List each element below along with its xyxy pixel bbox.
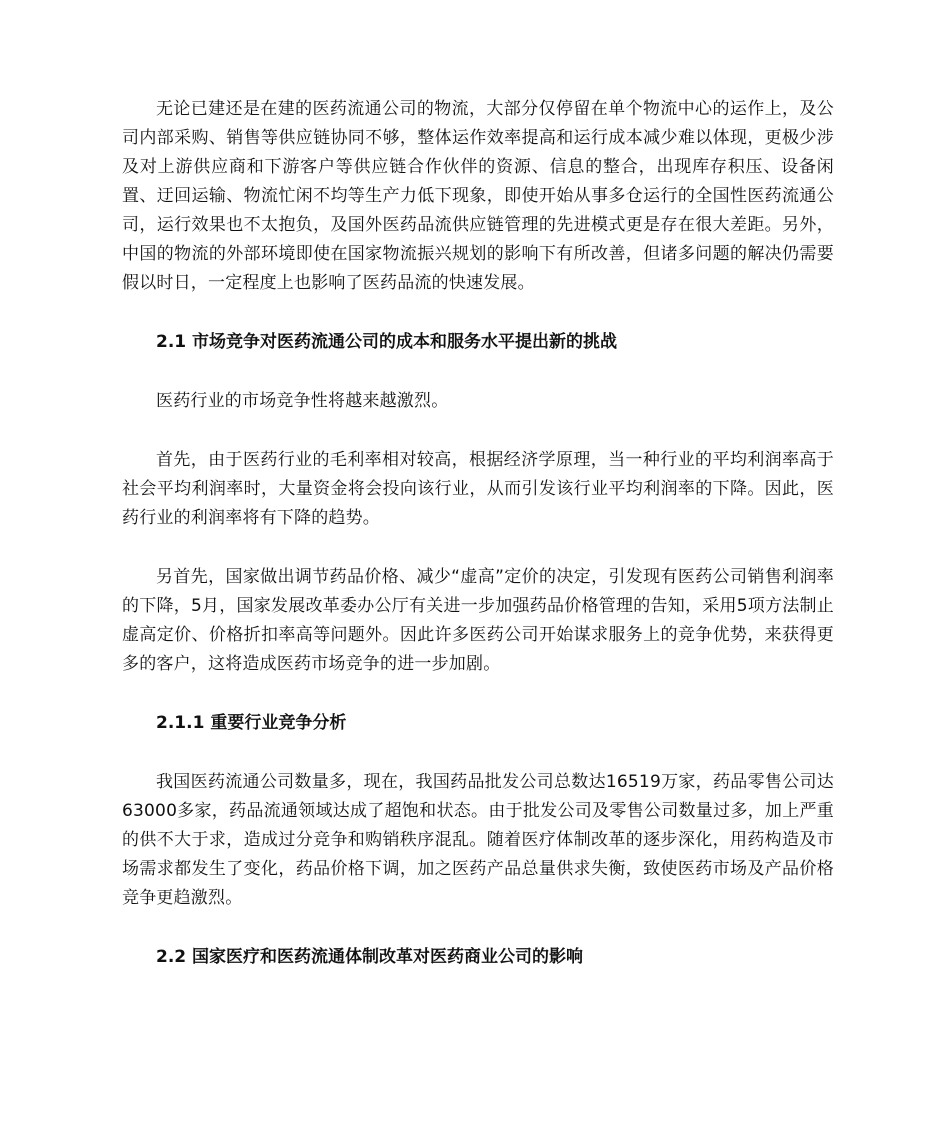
section-heading-2-2: 2.2 国家医疗和医药流通体制改革对医药商业公司的影响 xyxy=(156,947,584,967)
paragraph-price-regulation: 另首先，国家做出调节药品价格、减少“虚高”定价的决定，引发现有医药公司销售利润率的下降，5月，国家发展改革委办公厅有关进一步加强药品价格管理的告知，采用5项方法制止虚高定价、价格折扣率高等问题外。因此许多医药公司开始谋求服务上的竞争优势，来获得更多的客户，这将造成医药市场竞争的进一步加剧。 xyxy=(122,567,834,674)
document-page xyxy=(122,95,834,1002)
paragraph-industry-analysis: 我国医药流通公司数量多，现在，我国药品批发公司总数达16519万家，药品零售公司达63000多家，药品流通领域达成了超饱和状态。由于批发公司及零售公司数量过多，加上严重的供不大于求，造成过分竞争和购销秩序混乱。随着医疗体制改革的逐步深化，用药构造及市场需求都发生了变化，药品价格下调，加之医药产品总量供求失衡，致使医药市场及产品价格竞争更趋激烈。 xyxy=(122,772,834,908)
paragraph-competition-intro: 医药行业的市场竞争性将越来越激烈。 xyxy=(156,391,449,411)
section-heading-2-1: 2.1 市场竞争对医药流通公司的成本和服务水平提出新的挑战 xyxy=(156,332,618,352)
paragraph-profit-margin: 首先，由于医药行业的毛利率相对较高，根据经济学原理，当一种行业的平均利润率高于社会平均利润率时，大量资金将会投向该行业，从而引发该行业平均利润率的下降。因此，医药行业的利润率将有下降的趋势。 xyxy=(122,450,834,528)
paragraph-logistics-status: 无论已建还是在建的医药流通公司的物流，大部分仅停留在单个物流中心的运作上，及公司内部采购、销售等供应链协同不够，整体运作效率提高和运行成本减少难以体现，更极少涉及对上游供应商和下游客户等供应链合作伙伴的资源、信息的整合，出现库存积压、设备闲置、迂回运输、物流忙闲不均等生产力低下现象，即使开始从事多仓运行的全国性医药流通公司，运行效果也不太抱负，及国外医药品流供应链管理的先进模式更是存在很大差距。另外，中国的物流的外部环境即使在国家物流振兴规划的影响下有所改善，但诸多问题的解决仍需要假以时日，一定程度上也影响了医药品流的快速发展。 xyxy=(122,99,834,293)
section-heading-2-1-1: 2.1.1 重要行业竞争分析 xyxy=(156,713,347,733)
